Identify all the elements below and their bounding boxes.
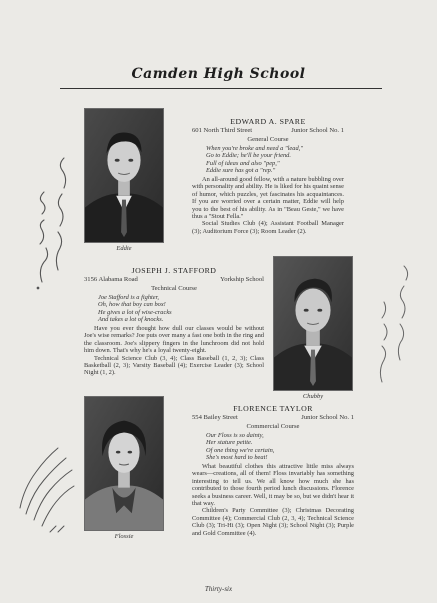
student-verse: When you're broke and need a "lead," Go to Eddie; he'll be your friend. Full of ideas and also "pep," Eddie sure has got a "rep." [206, 145, 303, 174]
student-bio: Have you ever thought how dull our classes would be without Joe's wise remarks? Joe puts over many a fast one both in the ring and the classroom. Joe's slippery fingers in the lunchroom did not hold him down. That's why he's a loyal twenty-eight. [84, 325, 264, 355]
student-verse: Joe Stafford is a fighter, Oh, how that boy can box! He gives a lot of wise-cracks And takes a lot of knocks. [98, 294, 172, 323]
portrait-photo-eddie [84, 108, 164, 243]
student-bio: An all-around good fellow, with a nature bubbling over with personality and ability. He is liked for his quaint sense of humor, which puzzles, yet fascinates his acquaintances. If you are worried over a certain matter, Eddie will help you to the best of his ability. As in "Beau Geste," we have thus a "Stout Fella." [192, 176, 344, 221]
photo-caption-chubby: Chubby [302, 393, 324, 400]
student-entry-spare [192, 118, 344, 235]
student-activities: Children's Party Committee (3); Christmas Decorating Committee (4); Commercial Club (2, 3, 4); Technical Science Club (3); Tri-Hi (3); Open Night (3); School Night (3); Purple and Gold Committee (4). [192, 507, 354, 537]
portrait-photo-chubby [273, 256, 353, 391]
student-activities: Social Studies Club (4); Assistant Football Manager (3); Auditorium Force (3); Room Leader (2). [192, 220, 344, 235]
student-address: 3156 Alabama Road [84, 276, 138, 284]
student-address: 554 Bailey Street [192, 414, 238, 422]
student-course: General Course [247, 135, 289, 143]
page-number: Thirty-six [204, 585, 233, 593]
handwritten-signature-left-bottom [14, 428, 80, 538]
handwritten-signature-right [370, 260, 420, 390]
student-activities: Technical Science Club (3, 4); Class Baseball (1, 2, 3); Class Basketball (2, 3); Varsity Baseball (4); Exercise Leader (3); School Night (1, 2). [84, 354, 264, 377]
photo-caption-flossie: Flossie [114, 533, 134, 540]
page-title: Camden High School [131, 66, 306, 82]
photo-caption-eddie: Eddie [116, 245, 132, 252]
student-verse: Our Floss is so dainty, Her stature petite. Of one thing we're certain, She's most hard to beat! [206, 432, 275, 461]
student-name: FLORENCE TAYLOR [233, 404, 313, 413]
student-address: 601 North Third Street [192, 127, 253, 135]
student-name: JOSEPH J. STAFFORD [131, 266, 217, 275]
portrait-photo-flossie [84, 396, 164, 531]
student-course: Technical Course [151, 284, 197, 292]
student-bio: What beautiful clothes this attractive little miss always wears—creations, all of them! Floss invariably has something interesting to tell us. We all know how much she has contributed to those fourth period lunch discussions. Florence seeks a business career. Well, it may be so, but we didn't hear it that way. [192, 463, 354, 508]
student-course: Commercial Course [246, 422, 300, 430]
header-rule [60, 88, 382, 89]
student-school: Yorkship School [220, 276, 264, 284]
student-entry-stafford [84, 267, 264, 377]
student-school: Junior School No. 1 [301, 414, 354, 422]
handwritten-signature-left-top [28, 150, 78, 290]
student-name: EDWARD A. SPARE [230, 117, 306, 126]
student-entry-taylor [192, 405, 354, 537]
student-school: Junior School No. 1 [291, 127, 344, 135]
